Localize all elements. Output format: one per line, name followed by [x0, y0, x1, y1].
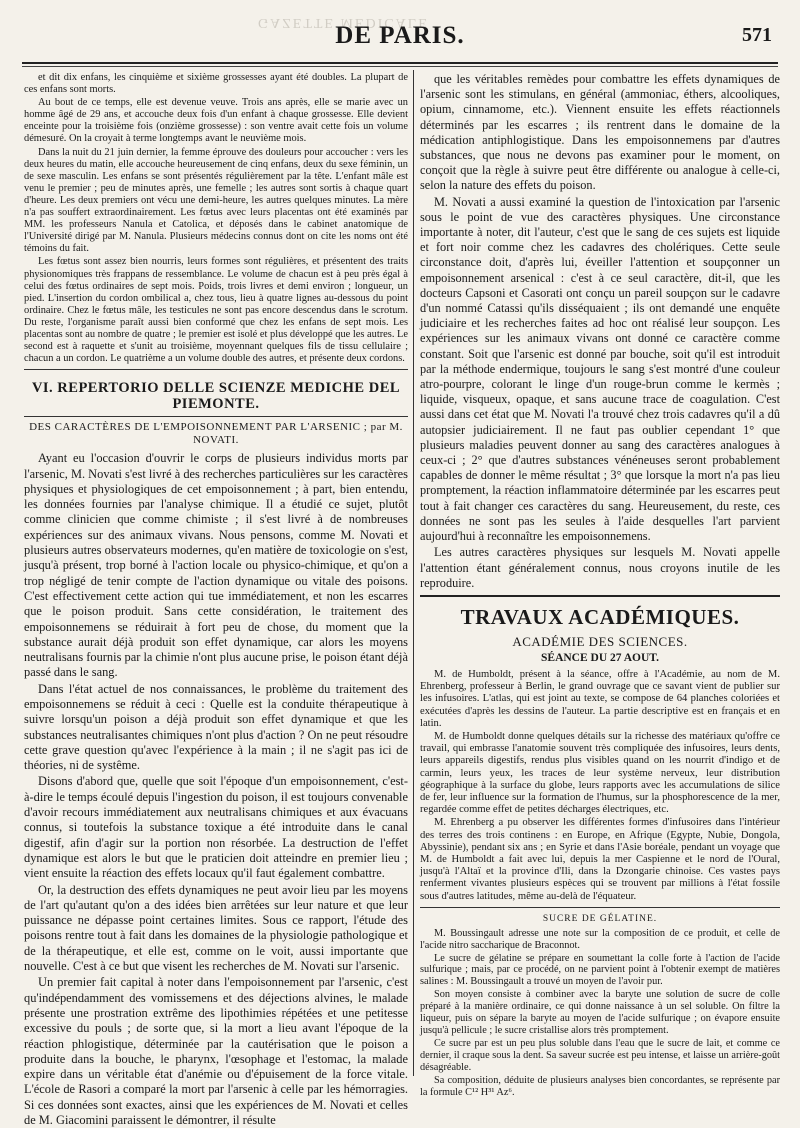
paragraph: Le sucre de gélatine se prépare en soumettant la colle forte à l'action de l'acide sulfurique ; mais, par ce procédé, on ne parvient point à l'obtenir exempt de matières salines : M. Boussingault a trouvé un moyen de l'avoir pur.	[420, 952, 780, 988]
article-body	[24, 451, 408, 1128]
paragraph: M. de Humboldt donne quelques détails sur la richesse des matériaux qu'offre ce travail, qui embrasse l'anatomie souvent très compliquée des infusoires, leurs dents, leurs appareils digestifs, rendus plus visibles quand on les nourrit d'indigo et de carmin, leurs yeux, les traces de leur système nerveux, leur distribution géographique à la surface du globe, leurs rapports avec les accumulations de silice de fer, leur influence sur la formation de l'humus, sur la phosphorescence de la mer, regardée comme effet de petites décharges électriques, etc.	[420, 730, 780, 816]
paragraph: Disons d'abord que, quelle que soit l'époque d'un empoisonnement, c'est-à-dire le temps écoulé depuis l'ingestion du poison, il est toujours convenable d'avoir recours immédiatement aux neutralisans chimiques et aux évacuans connus, si toutefois la substance toxique a été introduite dans le canal digestif, afin d'agir sur la portion non résorbée. La destruction de l'effet dynamique est alors le but que le praticien doit atteindre en premier lieu ; vient ensuite la réaction des effets locaux qu'il faut également combattre.	[24, 774, 408, 881]
paragraph: M. Novati a aussi examiné la question de l'intoxication par l'arsenic sous le point de vue des caractères physiques. Une circonstance importante à noter, dit l'auteur, c'est que le sang de ces sujets est liquide et fort noir comme chez les cadavres des cholériques. Cette seule circonstance doit, d'après lui, éveiller l'attention et soupçonner un empoisonnement arsenical : c'est à ce seul caractère, dit-il, que les docteurs Capsoni et Casorati ont conçu un pareil soupçon sur le cadavre d'un nommé Catassi qu'ils disséquaient ; ils ont demandé une enquête judiciaire et les recherches faites ad hoc ont réalisé leur soupçon. Les expériences sur les animaux vivans ont donné ce caractère comme constant. Soit que l'arsenic est donné par bouche, soit qu'il est introduit par la méthode endermique, toujours le sang s'est montré d'une couleur atro-pourpre, colorant le linge d'un rouge-brun comme le kermès ; liquide, visqueux, opaque, et sans aucune trace de coagulation. C'est aussi dans cet état que M. Novati l'a trouvé chez trois cadavres qu'il a dû autopsier judiciairement. Il ne faut pas oublier cependant 1° que plusieurs maladies peuvent donner au sang des caractères analogues à ceux-ci ; 2° que d'autres substances vénéneuses seront probablement capables de donner le même résultat ; 3° que lorsque la mort n'a pas lieu promptement, la réaction inflammatoire déterminée par les escarres peut tout à fait changer ces caractères du sang. Heureusement, du reste, ces données ne sont pas les seules à l'aide desquelles l'art parvient aujourd'hui à reconnaître les empoisonnemens.	[420, 194, 780, 544]
article-subtitle: DES CARACTÈRES DE L'EMPOISONNEMENT PAR L'ARSENIC ; par M. NOVATI.	[29, 421, 403, 447]
sucre-text	[420, 928, 780, 1099]
paragraph: Les autres caractères physiques sur lesquels M. Novati appelle l'attention étant généralement connus, nous croyons inutile de les reproduire.	[420, 545, 780, 590]
section-divider	[420, 595, 780, 597]
bleed-through-text: GAZETTE MÉDICALE	[258, 15, 429, 30]
running-title: DE PARIS.	[335, 22, 465, 49]
section-divider	[420, 907, 780, 908]
paragraph: M. Boussingault adresse une note sur la composition de ce produit, et celle de l'acide nitro saccharique de Braconnot.	[420, 927, 780, 951]
paragraph: Or, la destruction des effets dynamiques ne peut avoir lieu par les moyens de l'art qu'autant qu'on a des idées bien arrêtées sur leur nature et que leur puissance ne dépasse point certaines limites. Sous ce rapport, l'étude des poisons rentre tout à fait dans les domaines de la physiologie pathologique et de la thérapeutique, et elle est, comme on le voit, aussi importante que nouvelle. C'est à ce but que visent les recherches de M. Novati sur l'arsenic.	[24, 882, 408, 974]
page-number: 571	[742, 24, 772, 46]
paragraph: Dans l'état actuel de nos connaissances, le problème du traitement des empoisonnemens se réduit à ceci : Quelle est la conduite thérapeutique à suivre lorsqu'un poison a déjà produit son effet dynamique et que les substances neutralisantes chimiques n'ont plus d'action ? On ne peut résoudre cette grave question qu'avec l'expérience à la main ; il ne s'agit pas ici de théories, ni de systême.	[24, 681, 408, 773]
article-continuation	[420, 72, 780, 591]
left-column	[24, 72, 408, 1128]
paragraph: et dit dix enfans, les cinquième et sixième grossesses ayant été doubles. La plupart de ces enfans sont morts.	[24, 72, 408, 96]
paragraph: que les véritables remèdes pour combattre les effets dynamiques de l'arsenic sont les stimulans, en général (ammoniac, éthers, alcooliques, opium, cinnamome, etc.). Viennent ensuite les effets réactionnels déterminés par les escarres ; ils rentrent dans le domaine de la médication antiphlogistique. Dans les empoisonnemens par d'autres substances, que nous ne devons pas examiner pour le moment, on conçoit que la règle à suivre peut être différente ou analogue à celle-ci, selon la nature des effets du poison.	[420, 72, 780, 193]
paragraph: Ayant eu l'occasion d'ouvrir le corps de plusieurs individus morts par l'arsenic, M. Novati s'est livré à des recherches particulières sur les caractères physiques et physiologiques de cet empoisonnement ; à part, bien entendu, les données fournies par l'analyse chimique. Il a étudié ce sujet, plutôt comme clinicien que comme chimiste ; il s'est livré à de nombreuses expériences sur des animaux vivans. Nous pensons, comme M. Novati et plusieurs autres observateurs modernes, qu'en matière de toxicologie on s'est, jusqu'à présent, trop borné à l'action locale ou physico-chimique, et qu'on a trop négligé de tenir compte de l'action dynamique ou vitale des poisons. C'est effectivement cette action qui tue immédiatement, et non les escarres que le poison produit. Sans cette considération, le traitement des empoisonnemens se réduirait à fort peu de chose, du moment que la substance aurait déjà produit son effet dynamique, car alors les moyens neutralisans fournis par la chimie n'ont plus aucune prise, le poison étant déjà passé dans le sang.	[24, 451, 408, 680]
section-divider	[24, 416, 408, 417]
paragraph: Sa composition, déduite de plusieurs analyses bien concordantes, se représente par la formule C¹² H³¹ Az⁶.	[420, 1074, 780, 1098]
seance-date: SÉANCE DU 27 AOUT.	[541, 651, 659, 664]
paragraph: Au bout de ce temps, elle est devenue veuve. Trois ans après, elle se marie avec un homme âgé de 29 ans, et accouche deux fois d'un enfant à chaque grossesse. Elle devient enceinte pour la troisième fois (onzième grossesse) : son ventre avait cette fois un volume démesuré. On la croyait à terme longtemps avant le neuvième mois.	[24, 97, 408, 145]
header-rule	[22, 62, 778, 64]
paragraph: Dans la nuit du 21 juin dernier, la femme éprouve des douleurs pour accoucher : vers les deux heures du matin, elle accouche heureusement de cinq enfans, deux du sexe féminin, un de sexe masculin. Les enfans se sont présentés régulièrement par la tête. L'enfant mâle est venu le premier ; peu de minutes après, une femelle ; les autres sont sortis à chaque quart d'heure. Les deux premiers ont vécu une demi-heure, les autres quelques minutes. La mère n'a pas souffert extraordinairement. Les fœtus avec leurs placentas ont été examinés par MM. les professeurs Nanula et Catolica, et déposés dans le cabinet anatomique de l'Université dirigé par M. Nanula. Plusieurs médecins connus dont on cite les noms ont été témoins du fait.	[24, 146, 408, 255]
paragraph: M. Ehrenberg a pu observer les différentes formes d'infusoires dans l'intérieur des terres des trois continens : en Europe, en Afrique (Egypte, Nubie, Dongola, Abyssinie), pendant six ans ; en Syrie et dans l'Asie boréale, pendant un voyage que M. de Humboldt a fait avec lui, depuis la mer Caspienne et le nord de l'Oural, jusqu'à l'Altaï et la province d'Ili, dans la Dzongarie chinoise. Ces vastes pays renferment vivantes plusieurs espèces qui se trouvent par millions à l'état fossile sous d'autres latitudes, même au-delà de l'équateur.	[420, 817, 780, 902]
travaux-academiques-heading: TRAVAUX ACADÉMIQUES.	[460, 604, 740, 629]
right-column	[420, 72, 780, 1098]
header-rule-thin	[22, 66, 778, 67]
academie-heading: ACADÉMIE DES SCIENCES.	[512, 633, 688, 649]
paragraph: M. de Humboldt, présent à la séance, offre à l'Académie, au nom de M. Ehrenberg, professeur à Berlin, le grand ouvrage que ce savant vient de publier sur les infusoires. L'atlas, qui est joint au texte, se compose de 64 planches coloriées et exécutées d'après les dessins de l'auteur. La partie descriptive est en français et en latin.	[420, 668, 780, 729]
paragraph: Son moyen consiste à combiner avec la baryte une solution de sucre de colle préparé à la manière ordinaire, ce qui donne naissance à un sel soluble. On filtre la liqueur, puis on sépare la baryte au moyen de l'acide sulfurique ; on évapore ensuite jusqu'à pellicule ; le sucre cristallise alors très promptement.	[420, 989, 780, 1037]
paragraph: Ce sucre par est un peu plus soluble dans l'eau que le sucre de lait, et comme ce dernier, il craque sous la dent. Sa saveur sucrée est peu intense, et laisse un arrière-goût désagréable.	[420, 1037, 780, 1073]
academie-text	[420, 669, 780, 903]
section-divider	[24, 369, 408, 370]
section-title: VI. REPERTORIO DELLE SCIENZE MEDICHE DEL PIEMONTE.	[31, 380, 401, 413]
paragraph: Les fœtus sont assez bien nourris, leurs formes sont régulières, et présentent des traits physionomiques très frappans de ressemblance. Le volume de chacun est à peu près égal à celui des fœtus ordinaires de sept mois. Poids, trois livres et demi environ ; longueur, un pied. L'insertion du cordon ombilical a, chez tous, lieu à quatre lignes au-dessous du point ordinaire. Chez le fœtus mâle, les testicules ne sont pas encore descendus dans le scrotum. Du reste, l'organisme paraît aussi bien conformé que chez les enfans de sept mois. Les placentas sont au nombre de quatre ; le premier est isolé et plus développé que les autres. Le second est à raquette et s'unit au troisième, moyennant quelques fils de tissu cellulaire ; chacun a un cordon. Le quatrième a un volume double des autres, et présente deux cordons.	[24, 256, 408, 365]
paragraph: Un premier fait capital à noter dans l'empoisonnement par l'arsenic, c'est qu'indépendamment des vomissemens et des déjections alvines, le malade présente une prostration extrême des lipothimies répétées et une petitesse excessive du pouls ; de sorte que, si la mort a lieu avant l'époque de la réaction phlogistique, déterminée par la cautérisation que le poison a produite dans la bouche, le pharynx, l'œsophage et l'estomac, la malade expire dans un véritable état d'anémie ou d'épuisement de la force vitale. L'école de Rasori a comparé la mort par l'arsenic à celle par les hémorragies. Si ces données sont exactes, ainsi que les expériences de M. Novati et celles de M. Giacomini paraissent le démontrer, il résulte	[24, 975, 408, 1128]
page-header	[22, 0, 778, 62]
column-divider	[413, 70, 414, 1076]
intro-text	[24, 72, 408, 365]
sucre-heading: SUCRE DE GÉLATINE.	[542, 913, 658, 924]
